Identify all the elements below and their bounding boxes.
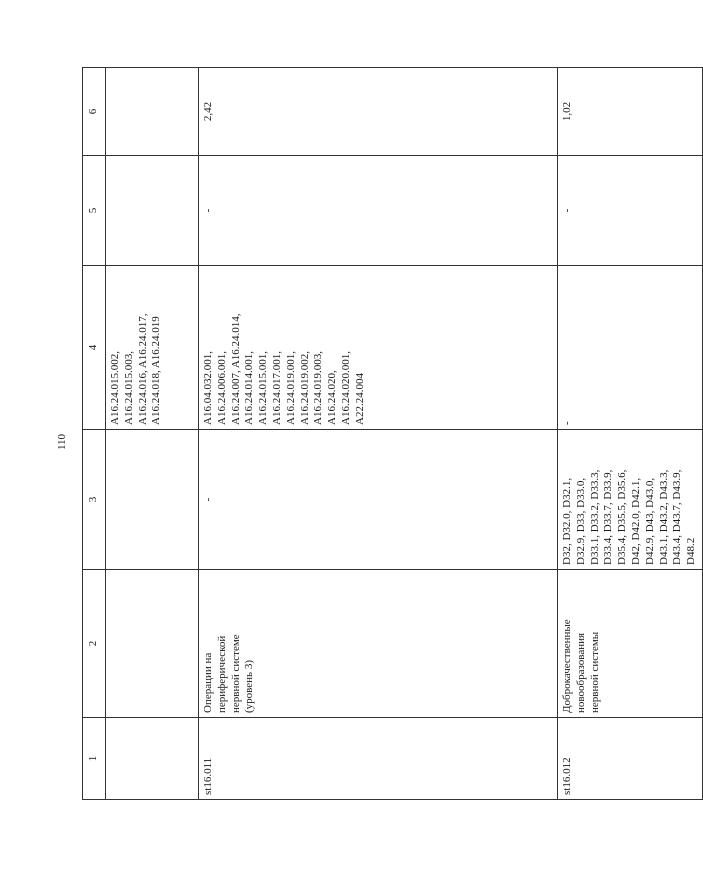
- cell-name: Доброкачественные новообразования нервной системы: [558, 570, 703, 718]
- cell-service-codes: A16.24.015.002, A16.24.015.003, A16.24.016, A16.24.017, A16.24.018, A16.24.019: [106, 266, 199, 430]
- header-col-1: 1: [83, 718, 106, 800]
- header-col-6: 6: [83, 68, 106, 156]
- table-row: [558, 68, 703, 800]
- cell-other-criteria: -: [199, 156, 558, 266]
- tariff-table: [82, 67, 703, 800]
- cell-name: Операции на периферической нервной системе (уровень 3): [199, 570, 558, 718]
- table-row: [199, 68, 558, 800]
- header-col-3: 3: [83, 430, 106, 570]
- cell-code: [106, 718, 199, 800]
- header-col-2: 2: [83, 570, 106, 718]
- cell-diagnosis-codes: -: [199, 430, 558, 570]
- table-header-row: [83, 68, 106, 800]
- table-container: [82, 68, 698, 800]
- cell-service-codes: A16.04.032.001, A16.24.006.001, A16.24.007, A16.24.014, A16.24.014.001, A16.24.015.001, A16.24.017.001, A16.24.019.001, A16.24.019.002, A16.24.019.003, A16.24.020, A16.24.020.001, A22.24.004: [199, 266, 558, 430]
- cell-other-criteria: [106, 156, 199, 266]
- cell-service-codes: -: [558, 266, 703, 430]
- cell-diagnosis-codes: D32, D32.0, D32.1, D32.9, D33, D33.0, D33.1, D33.2, D33.3, D33.4, D33.7, D33.9, D35.4, D35.5, D35.6, D42, D42.0, D42.1, D42.9, D43, D43.0, D43.1, D43.2, D43.3, D43.4, D43.7, D43.9, D48.2: [558, 430, 703, 570]
- cell-name: [106, 570, 199, 718]
- cell-code: st16.011: [199, 718, 558, 800]
- cell-diagnosis-codes: [106, 430, 199, 570]
- table-row: [106, 68, 199, 800]
- cell-coefficient: 1,02: [558, 68, 703, 156]
- header-col-4: 4: [83, 266, 106, 430]
- header-col-5: 5: [83, 156, 106, 266]
- cell-coefficient: 2,42: [199, 68, 558, 156]
- rotated-table-frame: [82, 68, 698, 800]
- cell-other-criteria: -: [558, 156, 703, 266]
- cell-code: st16.012: [558, 718, 703, 800]
- cell-coefficient: [106, 68, 199, 156]
- page-number: 110: [56, 433, 68, 451]
